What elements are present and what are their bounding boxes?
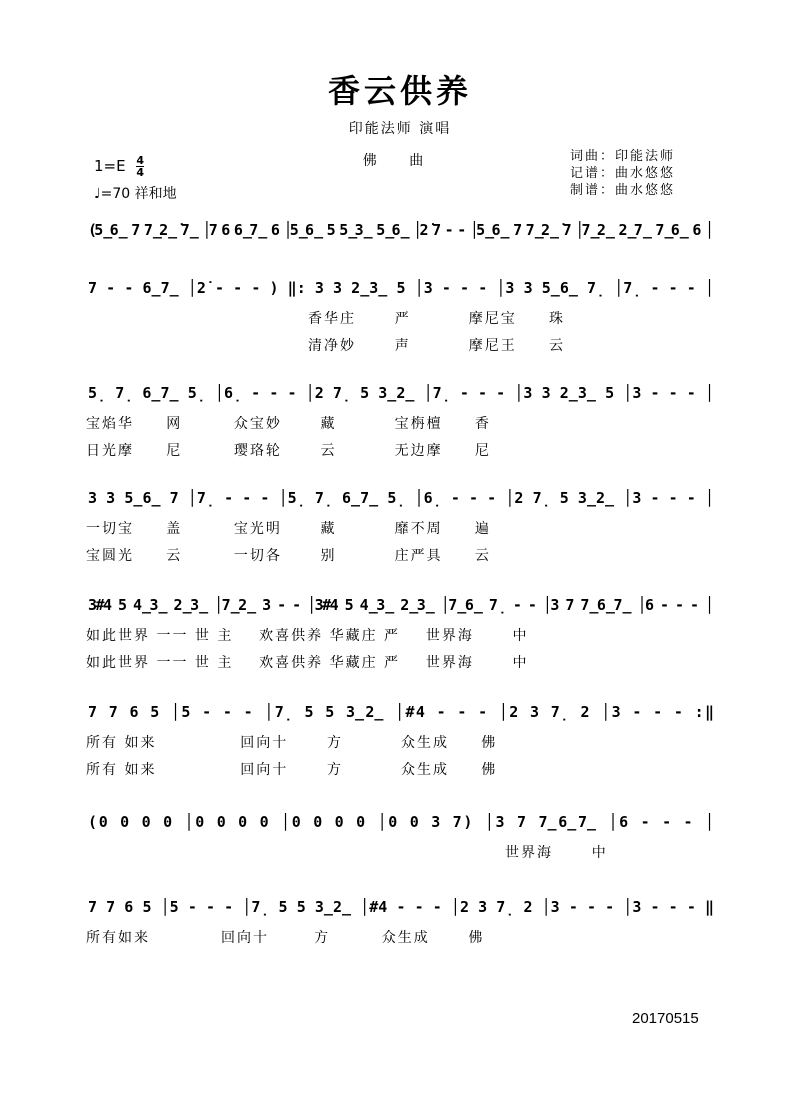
lyric-line: 世界海 中	[505, 845, 608, 861]
performer-line: 印能法师 演唱	[348, 121, 452, 137]
score-rows	[86, 220, 714, 946]
credit-transcription: 记谱：曲水悠悠	[570, 166, 676, 181]
score-row	[88, 278, 714, 354]
key-label: 1=E	[94, 157, 126, 175]
score-row	[88, 220, 714, 239]
lyric-line: 所有如来 回向十 方 众生成 佛	[86, 930, 485, 946]
lyric-line: 日光摩 尼 璎珞轮 云 无边摩 尼	[86, 443, 491, 459]
lyric-line: 清净妙 声 摩尼王 云	[308, 338, 566, 354]
lyric-line: 如此世界 一一 世 主 欢喜供养 华藏庄 严 世界海 中	[86, 628, 529, 644]
lyric-line: 一切宝 盖 宝光明 藏 靡不周 遍	[86, 521, 491, 537]
lyric-line: 所有 如来 回向十 方 众生成 佛	[86, 735, 498, 751]
score-row	[86, 702, 714, 778]
score-row	[88, 812, 714, 861]
score-row	[86, 383, 714, 459]
score-row	[86, 595, 714, 671]
notation-line: (5̲6̲ 7 7̲2̲̇ 7̲ │7 6 6̲7̲ 6 │5̲6̲ 5 5̲3̲ 5̲6̲ │2̇ 7 - - │5̲6̲ 7 7̲2̲̇ 7 │7̲2̲ 2̲7̲ 7̲6̲ 6 │	[88, 221, 714, 239]
notation-line: 5̣ 7̣ 6̲7̲ 5̣ │6̣ - - - │2 7̣ 5 3̲2̲ │7̣ - - - │3 3 2̲3̲ 5 │3 - - - │	[88, 384, 714, 402]
time-signature-top: 4	[136, 154, 145, 167]
credit-lyrics-music: 词曲：印能法师	[570, 149, 676, 164]
credit-engraving: 制谱：曲水悠悠	[570, 183, 676, 198]
genre-label: 佛 曲	[362, 153, 438, 169]
score-row	[86, 488, 714, 564]
lyric-line: 宝焰华 网 众宝妙 藏 宝栴檀 香	[86, 416, 491, 432]
tempo-marking: ♩=70 祥和地	[94, 186, 177, 202]
song-title: 香云供养	[327, 72, 472, 110]
notation-line: (0 0 0 0 │0 0 0 0 │0 0 0 0 │0 0 3 7) │3 7 7̲6̲7̲ │6 - - - │	[88, 813, 714, 831]
time-signature-bottom: 4	[136, 166, 145, 179]
date-stamp: 20170515	[632, 1010, 699, 1027]
lyric-line: 如此世界 一一 世 主 欢喜供养 华藏庄 严 世界海 中	[86, 655, 529, 671]
notation-line: 3 3 5̲6̲ 7 │7̣ - - - │5̣ 7̣ 6̲7̲ 5̣ │6̣ - - - │2 7̣ 5 3̲2̲ │3 - - - │	[88, 489, 714, 507]
score-row	[86, 897, 714, 946]
notation-line: 7 7 6 5 │5 - - - │7̣ 5 5 3̲2̲ │#4 - - - │2 3 7̣ 2 │3 - - - │3 - - - ‖	[88, 898, 714, 916]
lyric-line: 所有 如来 回向十 方 众生成 佛	[86, 762, 498, 778]
notation-line: 7 - - 6̲7̲ │2̇ - - - ) ‖: 3 3 2̲3̲ 5 │3 - - - │3 3 5̲6̲ 7̣ │7̣ - - - │	[88, 279, 714, 297]
notation-line: 7 7 6 5 │5 - - - │7̣ 5 5 3̲2̲ │#4 - - - │2 3 7̣ 2 │3 - - - :‖	[88, 703, 714, 721]
lyric-line: 宝圆光 云 一切各 别 庄严具 云	[86, 548, 491, 564]
lyric-line: 香华庄 严 摩尼宝 珠	[308, 311, 566, 327]
notation-line: 3#4 5 4̲3̲ 2̲3̲ │7̲2̲ 3 - - │3#4 5 4̲3̲ 2̲3̲ │7̲6̲ 7̣ - - │3 7 7̲6̲7̲ │6 - - - │	[88, 596, 714, 614]
